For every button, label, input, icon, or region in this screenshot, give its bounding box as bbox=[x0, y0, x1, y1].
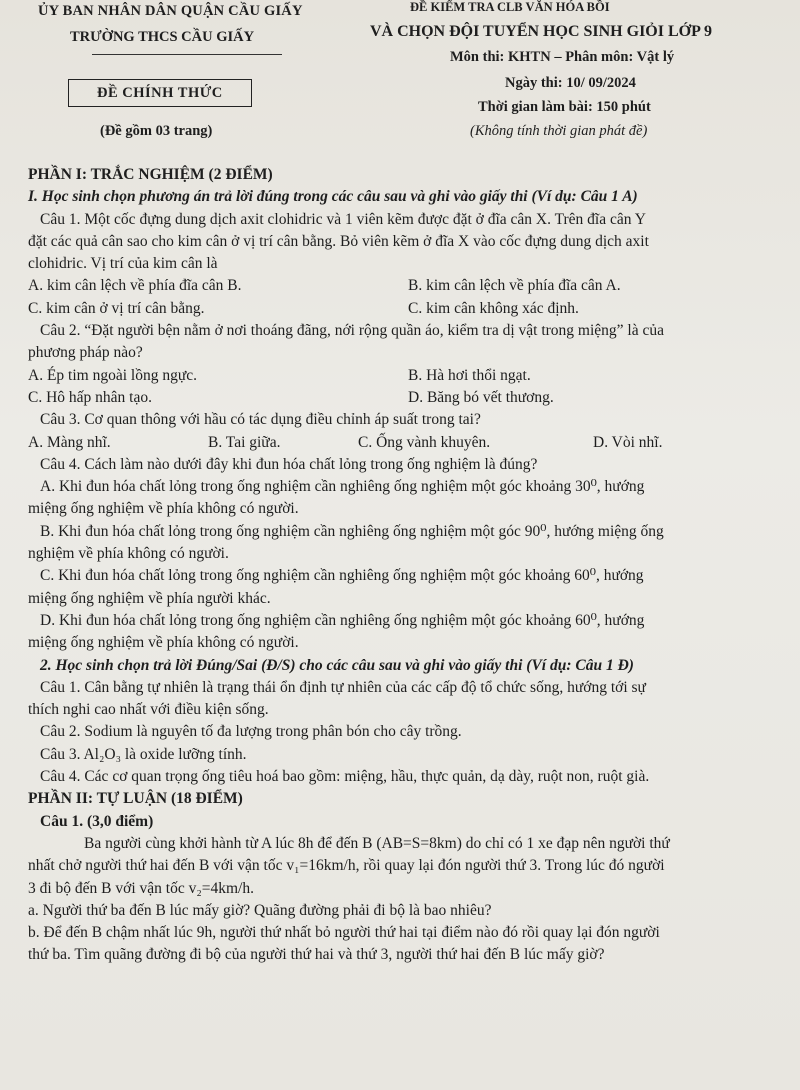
essay-question-1-title: Câu 1. (3,0 điểm) bbox=[40, 812, 154, 830]
option-b: B. kim cân lệch về phía đĩa cân A. bbox=[408, 277, 621, 295]
question-2-line: Câu 2. “Đặt người bện nằm ở nơi thoáng đãng, nới rộng quần áo, kiểm tra dị vật trong miệng” là của bbox=[40, 322, 665, 340]
official-exam-badge: ĐỀ CHÍNH THỨC bbox=[68, 79, 252, 107]
tf-question-line: thích nghi cao nhất với điều kiện sống. bbox=[28, 701, 269, 719]
question-2-options-row bbox=[28, 388, 783, 410]
tf-question-line: Câu 3. Al₂O₃ là oxide lưỡng tính. bbox=[40, 745, 247, 763]
question-4-line: Câu 4. Cách làm nào dưới đây khi đun hóa chất lỏng trong ống nghiệm là đúng? bbox=[40, 455, 538, 473]
part1-title: PHẦN I: TRẮC NGHIỆM (2 ĐIỂM) bbox=[28, 166, 273, 183]
question-4-option-c: C. Khi đun hóa chất lỏng trong ống nghiệm cần nghiêng ống nghiệm một góc khoảng 60⁰, hướng bbox=[40, 567, 644, 585]
essay-question-1-part-b-cont: thứ ba. Tìm quãng đường đi bộ của người thứ hai và thứ 3, người thứ hai đến B lúc mấy giờ? bbox=[28, 946, 605, 964]
question-1-line: đặt các quả cân sao cho kim cân ở vị trí cân bằng. Bỏ viên kẽm ở đĩa X vào cốc đựng dung dịch axit bbox=[28, 232, 649, 250]
tf-question-line: Câu 2. Sodium là nguyên tố đa lượng trong phân bón cho cây trồng. bbox=[40, 723, 462, 741]
essay-question-1-part-a: a. Người thứ ba đến B lúc mấy giờ? Quãng đường phải đi bộ là bao nhiêu? bbox=[28, 901, 492, 919]
option-a: A. Ép tim ngoài lồng ngực. bbox=[28, 366, 197, 384]
question-4-option-b: B. Khi đun hóa chất lỏng trong ống nghiệm cần nghiêng ống nghiệm một góc 90⁰, hướng miệng ống bbox=[40, 522, 664, 540]
question-2-line: phương pháp nào? bbox=[28, 344, 143, 362]
exam-title-line1: ĐỀ KIỂM TRA CLB VĂN HÓA BỒI bbox=[410, 0, 610, 14]
school-name: TRƯỜNG THCS CẦU GIẤY bbox=[70, 29, 255, 45]
header-divider bbox=[92, 54, 282, 55]
option-c: C. kim cân ở vị trí cân bằng. bbox=[28, 299, 205, 317]
question-1-line: Câu 1. Một cốc đựng dung dịch axit clohidric và 1 viên kẽm được đặt ở đĩa cân X. Trên đĩa cân Y bbox=[40, 210, 646, 228]
tf-question-line: Câu 4. Các cơ quan trọng ống tiêu hoá bao gồm: miệng, hầu, thực quản, dạ dày, ruột non, ruột già. bbox=[40, 768, 650, 786]
essay-question-1-line: Ba người cùng khởi hành từ A lúc 8h để đến B (AB=S=8km) do chỉ có 1 xe đạp nên người thứ bbox=[84, 834, 670, 852]
part2-title: PHẦN II: TỰ LUẬN (18 ĐIỂM) bbox=[28, 790, 243, 808]
option-a: A. kim cân lệch về phía đĩa cân B. bbox=[28, 277, 242, 295]
option-d: C. kim cân không xác định. bbox=[408, 299, 579, 317]
option-a: A. Màng nhĩ. bbox=[28, 433, 111, 451]
question-4-option-d-cont: miệng ống nghiệm về phía không có người. bbox=[28, 634, 299, 652]
question-3-line: Câu 3. Cơ quan thông với hầu có tác dụng điều chỉnh áp suất trong tai? bbox=[40, 411, 481, 429]
essay-question-1-line: nhất chở người thứ hai đến B với vận tốc v₁=16km/h, rồi quay lại đón người thứ 3. Trong lúc đó người bbox=[28, 857, 665, 875]
exam-date: Ngày thi: 10/ 09/2024 bbox=[505, 75, 636, 91]
district-name: ỦY BAN NHÂN DÂN QUẬN CẦU GIẤY bbox=[38, 3, 303, 19]
question-4-option-a-cont: miệng ống nghiệm về phía không có người. bbox=[28, 500, 299, 518]
question-4-option-b-cont: nghiệm về phía không có người. bbox=[28, 545, 229, 563]
question-1-options-row bbox=[28, 299, 783, 321]
option-d: D. Vòi nhĩ. bbox=[593, 433, 663, 451]
option-c: C. Ống vành khuyên. bbox=[358, 433, 491, 451]
option-d: D. Băng bó vết thương. bbox=[408, 388, 554, 406]
exam-body bbox=[28, 165, 783, 968]
exam-subject: Môn thi: KHTN – Phân môn: Vật lý bbox=[450, 49, 675, 65]
question-1-options-row bbox=[28, 276, 783, 298]
question-4-option-d: D. Khi đun hóa chất lỏng trong ống nghiệm cần nghiêng ống nghiệm một góc khoảng 60⁰, hướng bbox=[40, 611, 645, 629]
question-1-line: clohidric. Vị trí của kim cân là bbox=[28, 255, 218, 273]
question-3-options-row bbox=[28, 433, 783, 455]
tf-question-line: Câu 1. Cân bằng tự nhiên là trạng thái ổn định tự nhiên của các cấp độ tổ chức sống, hướng tới sự bbox=[40, 678, 646, 696]
page-count-note: (Đề gồm 03 trang) bbox=[100, 123, 213, 139]
part1-instruction-true-false: 2. Học sinh chọn trả lời Đúng/Sai (Đ/S) cho các câu sau và ghi vào giấy thi (Ví dụ: Câu 1 Đ) bbox=[40, 656, 634, 674]
question-2-options-row bbox=[28, 366, 783, 388]
essay-question-1-part-b: b. Để đến B chậm nhất lúc 9h, người thứ nhất bỏ người thứ hai tại điểm nào đó rồi quay lại đón người bbox=[28, 924, 660, 942]
option-b: B. Hà hơi thổi ngạt. bbox=[408, 366, 531, 384]
option-c: C. Hô hấp nhân tạo. bbox=[28, 388, 152, 406]
exam-title-line2: VÀ CHỌN ĐỘI TUYỂN HỌC SINH GIỎI LỚP 9 bbox=[370, 23, 712, 40]
option-b: B. Tai giữa. bbox=[208, 433, 281, 451]
exam-duration-note: (Không tính thời gian phát đề) bbox=[470, 123, 648, 139]
essay-question-1-line: 3 đi bộ đến B với vận tốc v₂=4km/h. bbox=[28, 879, 254, 897]
part1-instruction-mcq: I. Học sinh chọn phương án trả lời đúng trong các câu sau và ghi vào giấy thi (Ví dụ: Câu 1 A) bbox=[28, 188, 638, 206]
question-4-option-a: A. Khi đun hóa chất lỏng trong ống nghiệm cần nghiêng ống nghiệm một góc khoảng 30⁰, hướng bbox=[40, 478, 645, 496]
question-4-option-c-cont: miệng ống nghiệm về phía người khác. bbox=[28, 589, 271, 607]
exam-duration: Thời gian làm bài: 150 phút bbox=[478, 99, 651, 115]
